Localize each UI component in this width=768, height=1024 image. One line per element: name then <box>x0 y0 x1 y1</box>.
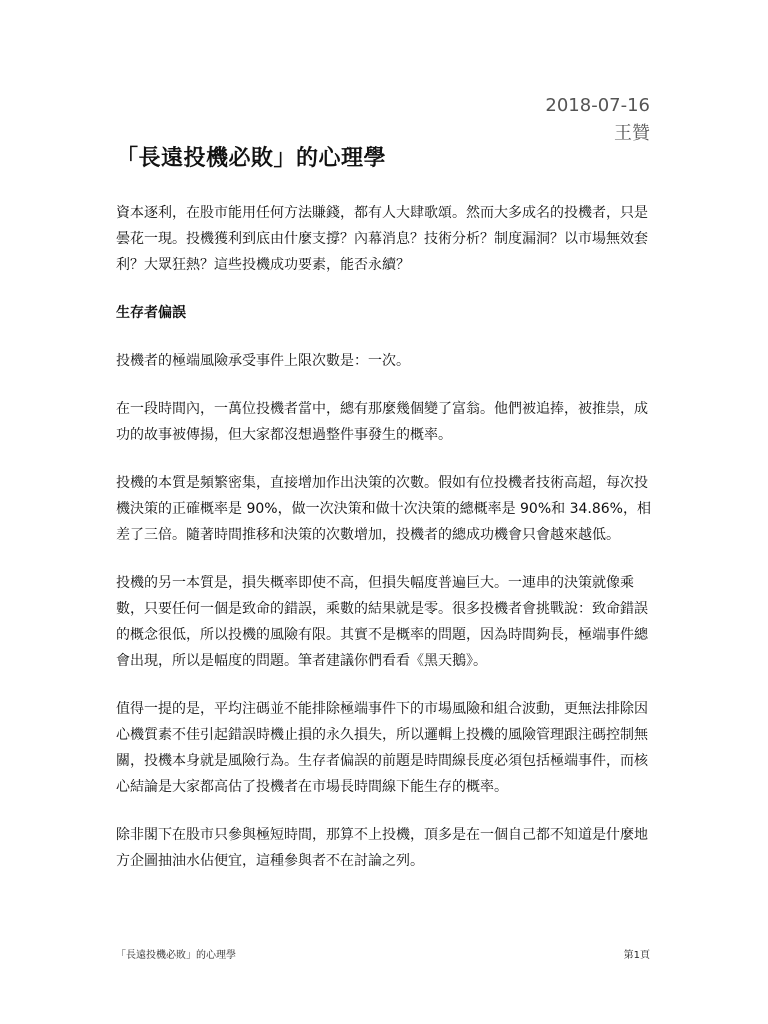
author-name: 王贊 <box>614 123 650 144</box>
body-paragraph: 值得一提的是，平均注碼並不能排除極端事件下的市場風險和組合波動，更無法排除因心機質素不佳引起錯誤時機止損的永久損失，所以邏輯上投機的風險管理跟注碼控制無關，投機本身就是風險行為。生存者偏誤的前題是時間線長度必須包括極端事件，而核心結論是大家都高估了投機者在市場長時間線下能生存的概率。 <box>116 701 648 795</box>
body-paragraph: 投機者的極端風險承受事件上限次數是：一次。 <box>116 353 410 369</box>
document-body <box>116 200 656 896</box>
publish-date: 2018-07-16 <box>545 95 650 116</box>
document-meta <box>545 92 650 148</box>
footer-doc-title: 「長遠投機必敗」的心理學 <box>116 950 236 961</box>
page-footer <box>116 946 650 961</box>
body-paragraph: 在一段時間內，一萬位投機者當中，總有那麼幾個變了富翁。他們被追捧，被推祟，成功的故事被傳揚，但大家都沒想過整件事發生的概率。 <box>116 401 648 443</box>
body-paragraph: 投機的本質是頻繁密集，直接增加作出決策的次數。假如有位投機者技術高超，每次投機決策的正確概率是 90%，做一次決策和做十次決策的總概率是 90%和 34.86%，相差了三倍。隨著時間推移和決策的次數增加，投機者的總成功機會只會越來越低。 <box>116 475 651 543</box>
footer-page-number: 第1頁 <box>623 950 650 961</box>
section-heading: 生存者偏誤 <box>116 305 186 321</box>
body-paragraph: 除非閣下在股市只參與極短時間，那算不上投機，頂多是在一個自己都不知道是什麼地方企圖抽油水佔便宜，這種參與者不在討論之列。 <box>116 827 648 869</box>
body-paragraph: 投機的另一本質是，損失概率即使不高，但損失幅度普遍巨大。一連串的決策就像乘數，只要任何一個是致命的錯誤，乘數的結果就是零。很多投機者會挑戰說：致命錯誤的概念很低，所以投機的風險有限。其實不是概率的問題，因為時間夠長，極端事件總會出現，所以是幅度的問題。筆者建議你們看看《黑天鵝》。 <box>116 575 648 669</box>
intro-paragraph: 資本逐利，在股市能用任何方法賺錢，都有人大肆歌頌。然而大多成名的投機者，只是曇花一現。投機獲利到底由什麼支撐？內幕消息？技術分析？制度漏洞？以市場無效套利？大眾狂熱？這些投機成功要素，能否永續？ <box>116 205 648 273</box>
document-title: 「長遠投機必敗」的心理學 <box>116 146 387 171</box>
